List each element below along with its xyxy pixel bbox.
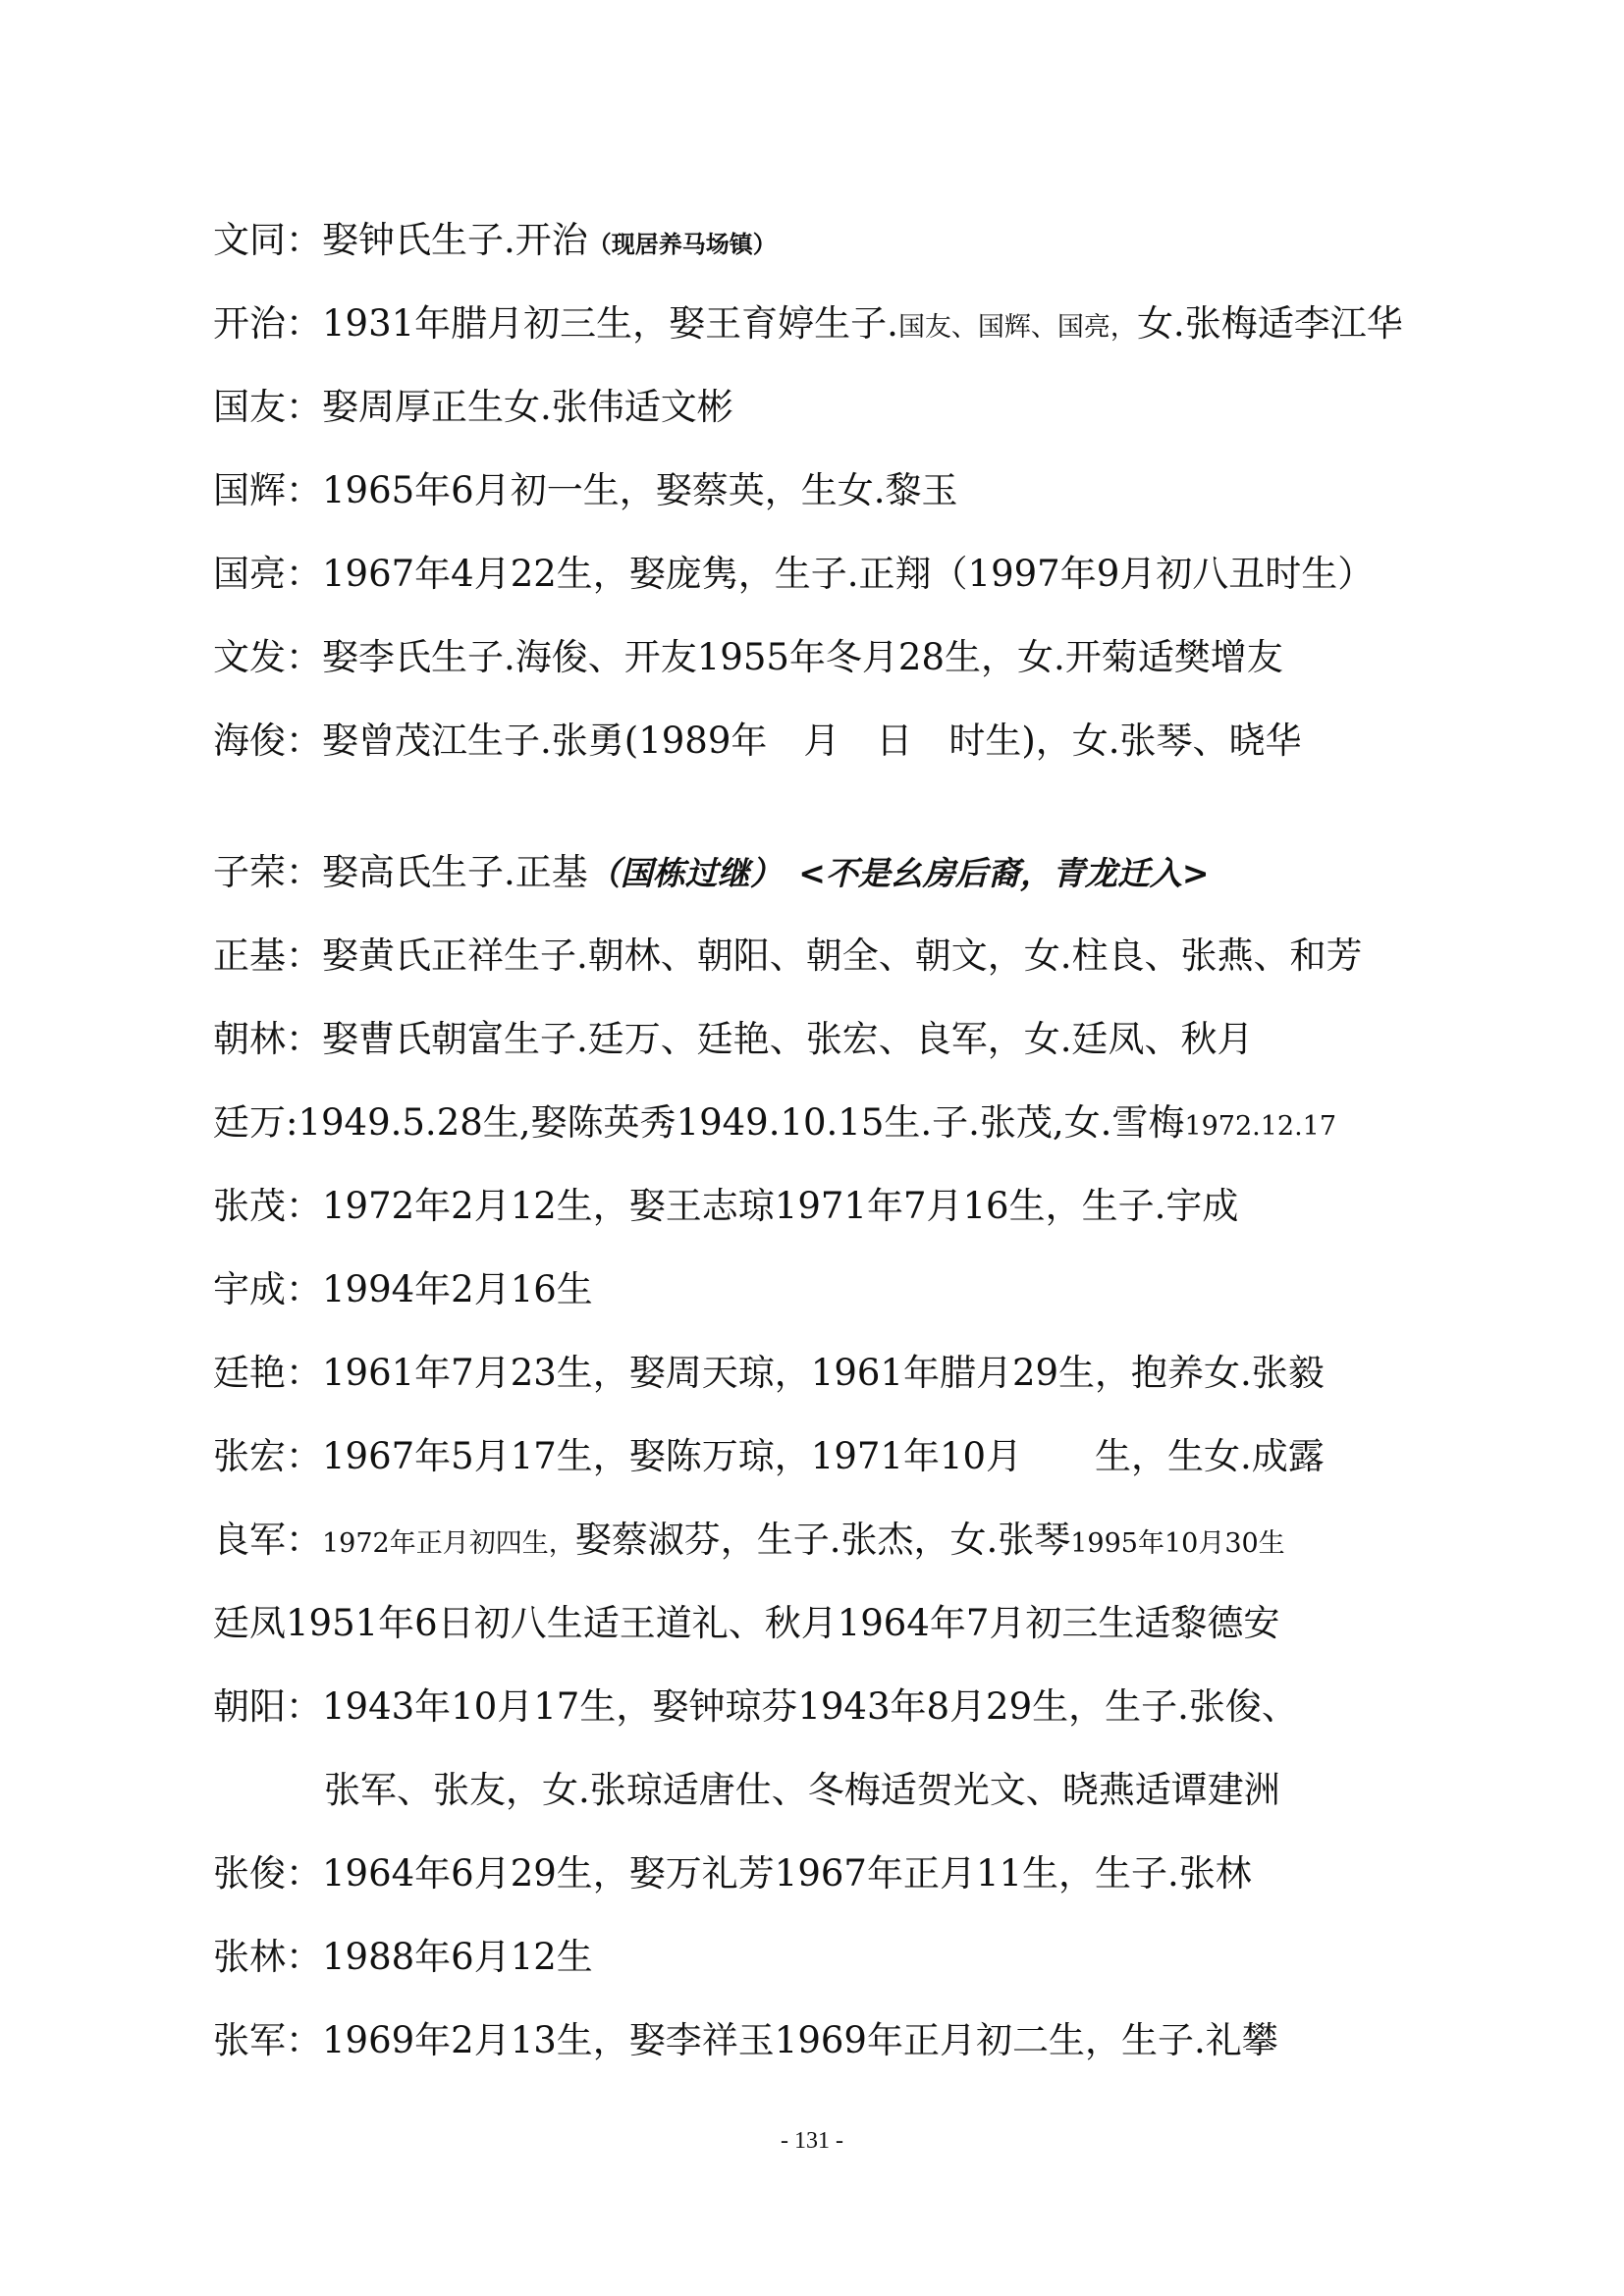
entry-text: 正基：娶黄氏正祥生子.朝林、朝阳、朝全、朝文，女.柱良、张燕、和芳 — [213, 934, 1363, 977]
genealogy-line — [213, 716, 1431, 767]
genealogy-line — [213, 1348, 1431, 1399]
entry-text: 开治：1931年腊月初三生，娶王育婷生子. — [213, 302, 898, 345]
genealogy-line — [213, 1682, 1431, 1733]
entry-text: 朝林：娶曹氏朝富生子.廷万、廷艳、张宏、良军，女.廷凤、秋月 — [213, 1018, 1254, 1060]
genealogy-line — [213, 215, 1431, 270]
entry-small-text: 1995年10月30生 — [1070, 1528, 1285, 1559]
entry-text: 国友：娶周厚正生女.张伟适文彬 — [213, 386, 733, 428]
genealogy-line — [213, 1431, 1431, 1482]
genealogy-line — [213, 1515, 1431, 1570]
entry-text-tail: 女.张梅适李江华 — [1136, 302, 1403, 345]
genealogy-line — [213, 1014, 1431, 1065]
entry-text: 廷凤1951年6日初八生适王道礼、秋月1964年7月初三生适黎德安 — [213, 1602, 1280, 1644]
entry-text: 文同：娶钟氏生子.开治 — [213, 219, 588, 261]
page-number: - 131 - — [781, 2128, 843, 2154]
entry-text: 张林：1988年6月12生 — [213, 1936, 593, 1978]
genealogy-line-continuation — [324, 1765, 1542, 1816]
genealogy-line — [213, 549, 1431, 600]
entry-text: 良军： — [213, 1519, 322, 1561]
entry-text: 廷艳：1961年7月23生，娶周天琼，1961年腊月29生，抱养女.张毅 — [213, 1352, 1325, 1394]
genealogy-line — [213, 632, 1431, 683]
residence-note: （现居养马场镇） — [587, 230, 777, 258]
entry-text: 张军：1969年2月13生，娶李祥玉1969年正月初二生，生子.礼攀 — [213, 2019, 1278, 2061]
genealogy-line — [213, 1598, 1431, 1649]
entry-text: 国亮：1967年4月22生，娶庞隽，生子.正翔（1997年9月初八丑时生） — [213, 553, 1375, 595]
genealogy-line — [213, 298, 1431, 353]
lineage-note: （国栋过继） <不是幺房后裔，青龙迁入> — [587, 854, 1210, 892]
genealogy-line — [213, 1264, 1431, 1315]
entry-small-text: 1972.12.17 — [1184, 1111, 1337, 1142]
genealogy-line — [213, 1848, 1431, 1899]
genealogy-line — [213, 1181, 1431, 1232]
genealogy-line — [213, 931, 1431, 982]
genealogy-line — [213, 847, 1431, 899]
genealogy-line — [213, 1932, 1431, 1983]
genealogy-line — [213, 465, 1431, 516]
entry-small-text: 1972年正月初四生， — [322, 1528, 575, 1559]
entry-text: 张军、张友，女.张琼适唐仕、冬梅适贺光文、晓燕适谭建洲 — [324, 1769, 1280, 1811]
entry-small-text: 国友、国辉、国亮， — [897, 312, 1137, 343]
entry-text: 宇成：1994年2月16生 — [213, 1268, 593, 1310]
entry-text: 国辉：1965年6月初一生，娶蔡英，生女.黎玉 — [213, 469, 958, 511]
genealogy-line — [213, 382, 1431, 433]
entry-text: 张茂：1972年2月12生，娶王志琼1971年7月16生，生子.宇成 — [213, 1185, 1239, 1227]
entry-text: 朝阳：1943年10月17生，娶钟琼芬1943年8月29生，生子.张俊、 — [213, 1685, 1298, 1728]
entry-text: 张宏：1967年5月17生，娶陈万琼，1971年10月 生，生女.成露 — [213, 1435, 1325, 1477]
entry-text: 廷万:1949.5.28生,娶陈英秀1949.10.15生.子.张茂,女.雪梅 — [213, 1101, 1185, 1144]
entry-text: 子荣：娶高氏生子.正基 — [213, 851, 588, 893]
entry-text: 文发：娶李氏生子.海俊、开友1955年冬月28生，女.开菊适樊增友 — [213, 636, 1283, 678]
genealogy-line — [213, 1097, 1431, 1152]
entry-text: 海俊：娶曾茂江生子.张勇(1989年 月 日 时生)，女.张琴、晓华 — [213, 720, 1302, 762]
entry-text: 张俊：1964年6月29生，娶万礼芳1967年正月11生，生子.张林 — [213, 1852, 1252, 1895]
genealogy-line — [213, 2015, 1431, 2066]
entry-text-tail: 娶蔡淑芬，生子.张杰，女.张琴 — [574, 1519, 1071, 1561]
